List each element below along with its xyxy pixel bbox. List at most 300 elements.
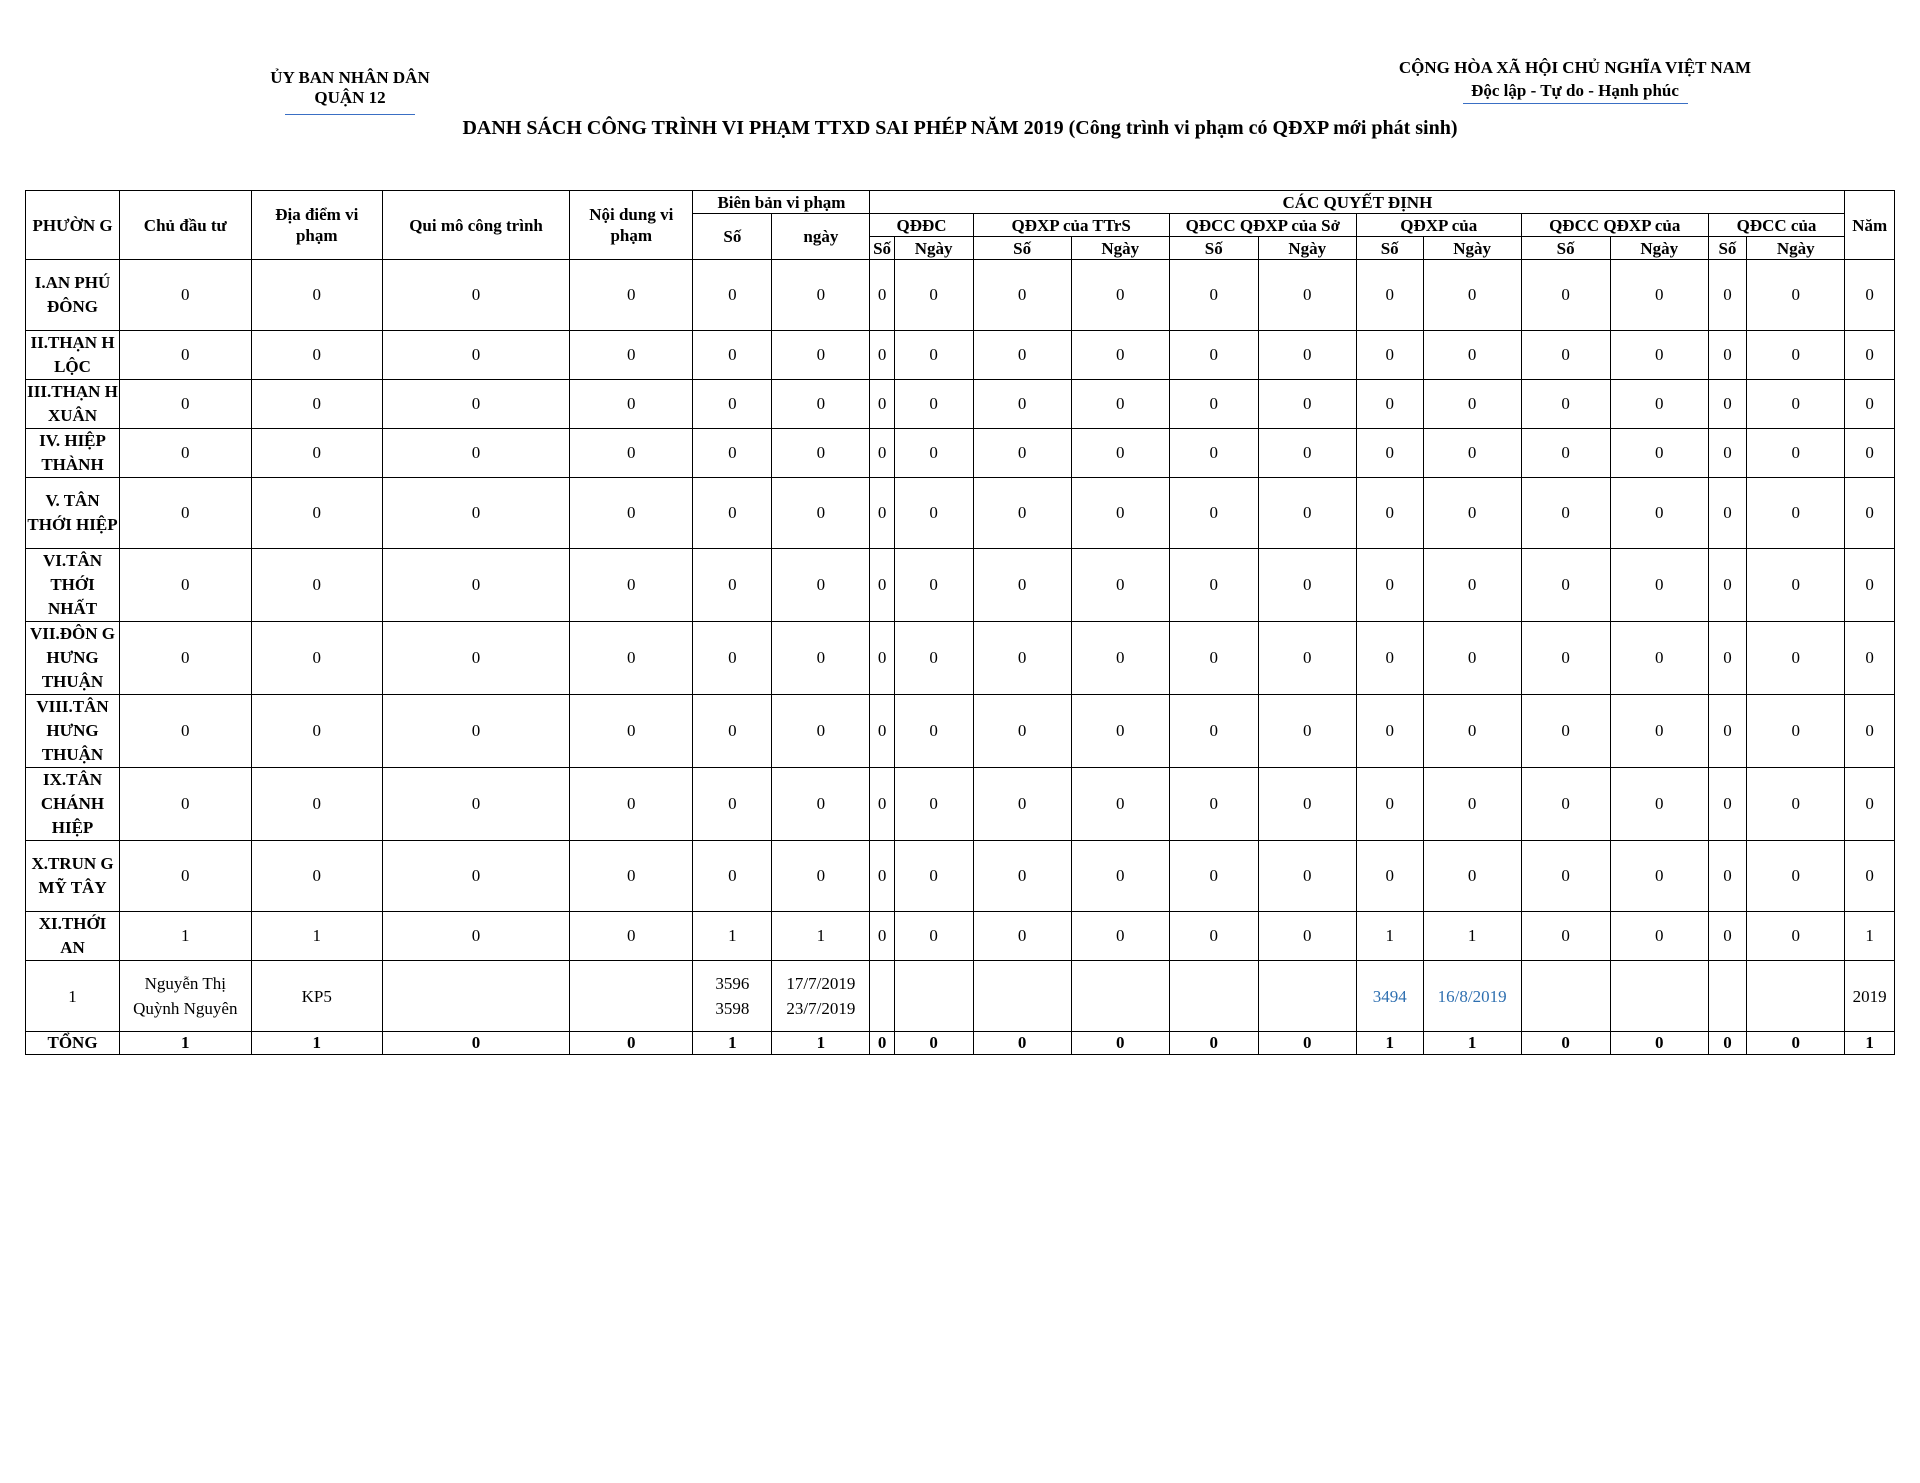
qdxp-so-link[interactable]: 3494 [1356,961,1423,1032]
total-cell: 0 [1610,1032,1708,1055]
ward-cell: 0 [772,478,870,549]
ward-row [26,549,1895,622]
ward-cell: 0 [1845,841,1895,912]
detail-bien-ban-ngay [772,961,870,1032]
ward-cell: 0 [1356,260,1423,331]
ward-row [26,695,1895,768]
ward-cell: 0 [570,622,693,695]
ward-cell: 0 [1610,912,1708,961]
ward-cell: 0 [1521,331,1610,380]
ward-cell: 0 [1708,331,1746,380]
ward-cell: 0 [870,380,894,429]
total-cell: 0 [1258,1032,1356,1055]
ward-cell: 0 [1356,695,1423,768]
ward-cell: 0 [1521,912,1610,961]
total-cell: 1 [1356,1032,1423,1055]
ward-cell: 0 [973,260,1071,331]
detail-empty-cell [1708,961,1746,1032]
detail-empty-cell [870,961,894,1032]
ward-cell: 0 [1169,841,1258,912]
ward-cell: 0 [120,260,251,331]
ward-cell: 0 [570,768,693,841]
ward-cell: 0 [251,380,382,429]
ward-cell: 0 [382,429,569,478]
total-cell: 1 [120,1032,251,1055]
ward-cell: 0 [1747,478,1845,549]
ward-cell: 0 [1356,768,1423,841]
ward-cell: 0 [1356,331,1423,380]
ward-cell: 1 [120,912,251,961]
ward-cell: 0 [894,260,973,331]
ward-cell: 0 [1708,380,1746,429]
ward-cell: 0 [251,478,382,549]
ward-cell: 0 [1071,380,1169,429]
total-cell: 0 [894,1032,973,1055]
ward-cell: 0 [1747,380,1845,429]
ward-cell: 0 [570,380,693,429]
sub-ngay: Ngày [1423,237,1521,260]
bien-ban-ngay-1: 17/7/2019 [786,974,856,993]
violation-table [25,190,1895,1055]
ward-name: IV. HIỆP THÀNH [26,429,120,478]
ward-cell: 0 [693,768,772,841]
ward-cell: 0 [1521,622,1610,695]
ward-cell: 0 [772,841,870,912]
ward-name: II.THẠN H LỘC [26,331,120,380]
ward-cell: 1 [1356,912,1423,961]
ward-cell: 0 [251,622,382,695]
ward-cell: 0 [693,622,772,695]
ward-cell: 0 [693,841,772,912]
detail-empty-cell [1258,961,1356,1032]
total-cell: 1 [772,1032,870,1055]
total-cell: 0 [570,1032,693,1055]
col-cac-quyet-dinh: CÁC QUYẾT ĐỊNH [870,191,1845,214]
ward-cell: 0 [1071,478,1169,549]
col-phuong: PHƯỜN G [26,191,120,260]
detail-bien-ban-so [693,961,772,1032]
ward-cell: 0 [382,768,569,841]
ward-cell: 0 [1169,380,1258,429]
national-header [1350,56,1800,104]
ward-cell: 1 [1845,912,1895,961]
ward-cell: 0 [382,622,569,695]
ward-cell: 0 [1423,478,1521,549]
ward-cell: 0 [1423,331,1521,380]
ward-cell: 0 [1845,331,1895,380]
ward-cell: 0 [1356,380,1423,429]
ward-cell: 0 [570,912,693,961]
ward-cell: 0 [1169,260,1258,331]
ward-row [26,768,1895,841]
ward-cell: 0 [1845,549,1895,622]
ward-cell: 0 [973,549,1071,622]
document-title: DANH SÁCH CÔNG TRÌNH VI PHẠM TTXD SAI PHÉP NĂM 2019 (Công trình vi phạm có QĐXP mới phát sinh) [462,117,1458,139]
ward-cell: 0 [1356,622,1423,695]
ward-cell: 0 [1258,331,1356,380]
ward-cell: 0 [570,260,693,331]
ward-cell: 0 [120,695,251,768]
ward-cell: 0 [1521,380,1610,429]
ward-name: VIII.TÂN HƯNG THUẬN [26,695,120,768]
detail-qui-mo [382,961,569,1032]
ward-cell: 0 [1071,429,1169,478]
ward-cell: 0 [120,841,251,912]
ward-cell: 0 [1169,429,1258,478]
col-dia-diem: Địa điểm vi phạm [251,191,382,260]
ward-cell: 1 [251,912,382,961]
detail-stt: 1 [26,961,120,1032]
col-bien-ban: Biên bản vi phạm [693,191,870,214]
detail-empty-cell [973,961,1071,1032]
ward-cell: 0 [251,331,382,380]
total-cell: 0 [1708,1032,1746,1055]
ward-cell: 0 [382,478,569,549]
ward-cell: 0 [772,768,870,841]
ward-rows [26,260,1895,961]
total-cell: 0 [1169,1032,1258,1055]
issuer-name: ỦY BAN NHÂN DÂN QUẬN 12 [270,68,430,107]
ward-cell: 0 [1258,260,1356,331]
ward-cell: 0 [693,549,772,622]
sub-ngay: Ngày [1747,237,1845,260]
ward-cell: 0 [1708,622,1746,695]
ward-name: I.AN PHÚ ĐÔNG [26,260,120,331]
bien-ban-so-1: 3596 [715,974,750,993]
ward-cell: 0 [870,331,894,380]
ward-row [26,429,1895,478]
ward-cell: 0 [894,912,973,961]
ward-cell: 0 [772,549,870,622]
ward-cell: 0 [772,260,870,331]
sub-so: Số [1356,237,1423,260]
total-cell: 1 [693,1032,772,1055]
ward-cell: 0 [382,912,569,961]
detail-row [26,961,1895,1032]
ward-cell: 0 [870,841,894,912]
ward-cell: 0 [251,695,382,768]
ward-cell: 0 [1423,695,1521,768]
ward-cell: 0 [1708,768,1746,841]
ward-cell: 0 [1258,768,1356,841]
ward-row [26,478,1895,549]
ward-cell: 0 [973,478,1071,549]
ward-cell: 0 [1071,912,1169,961]
ward-cell: 0 [1708,260,1746,331]
ward-cell: 0 [1071,695,1169,768]
ward-cell: 0 [870,478,894,549]
ward-cell: 0 [382,331,569,380]
sub-so: Số [1521,237,1610,260]
col-bien-ban-so: Số [693,214,772,260]
ward-cell: 0 [570,331,693,380]
ward-cell: 0 [1423,841,1521,912]
col-noi-dung: Nội dung vi phạm [570,191,693,260]
ward-cell: 0 [1845,695,1895,768]
sub-so: Số [870,237,894,260]
ward-cell: 0 [382,841,569,912]
ward-cell: 0 [1258,841,1356,912]
ward-row [26,380,1895,429]
ward-cell: 1 [772,912,870,961]
ward-row [26,841,1895,912]
ward-cell: 0 [1169,695,1258,768]
sub-so: Số [973,237,1071,260]
ward-cell: 0 [1521,768,1610,841]
ward-cell: 0 [1845,380,1895,429]
ward-cell: 0 [1845,429,1895,478]
ward-cell: 0 [870,768,894,841]
ward-cell: 0 [1423,549,1521,622]
ward-cell: 0 [1423,429,1521,478]
ward-cell: 0 [973,429,1071,478]
col-qddc: QĐĐC [870,214,973,237]
ward-name: VI.TÂN THỚI NHẤT [26,549,120,622]
ward-cell: 0 [973,841,1071,912]
national-motto: Độc lập - Tự do - Hạnh phúc [1471,81,1679,100]
ward-cell: 0 [772,695,870,768]
ward-cell: 0 [1708,912,1746,961]
ward-cell: 0 [870,912,894,961]
col-qdcc-cua: QĐCC của [1708,214,1845,237]
ward-cell: 0 [1521,695,1610,768]
ward-cell: 0 [1708,478,1746,549]
detail-chu-dau-tu: Nguyễn Thị Quỳnh Nguyên [120,961,251,1032]
ward-cell: 0 [1610,841,1708,912]
ward-cell: 0 [1258,622,1356,695]
sub-ngay: Ngày [1258,237,1356,260]
sub-so: Số [1708,237,1746,260]
ward-cell: 0 [693,331,772,380]
ward-cell: 0 [973,622,1071,695]
qdxp-ngay-link[interactable]: 16/8/2019 [1423,961,1521,1032]
col-qui-mo: Qui mô công trình [382,191,569,260]
ward-cell: 0 [894,478,973,549]
ward-cell: 0 [1610,768,1708,841]
ward-cell: 0 [973,380,1071,429]
ward-cell: 0 [973,912,1071,961]
ward-cell: 0 [120,380,251,429]
ward-cell: 0 [120,549,251,622]
ward-cell: 0 [693,260,772,331]
ward-cell: 0 [693,695,772,768]
ward-cell: 0 [894,768,973,841]
ward-cell: 0 [570,429,693,478]
ward-cell: 0 [251,429,382,478]
ward-cell: 0 [1071,331,1169,380]
detail-dia-diem: KP5 [251,961,382,1032]
ward-cell: 0 [251,841,382,912]
ward-cell: 0 [1356,841,1423,912]
ward-cell: 0 [570,549,693,622]
ward-cell: 0 [1747,429,1845,478]
ward-cell: 0 [870,695,894,768]
ward-cell: 0 [1521,429,1610,478]
ward-cell: 0 [1169,912,1258,961]
total-cell: 0 [973,1032,1071,1055]
ward-cell: 0 [1258,380,1356,429]
ward-cell: 0 [1169,622,1258,695]
ward-cell: 0 [973,768,1071,841]
ward-cell: 0 [1356,429,1423,478]
ward-cell: 0 [1845,478,1895,549]
ward-cell: 0 [693,478,772,549]
ward-cell: 0 [1521,478,1610,549]
national-title: CỘNG HÒA XÃ HỘI CHỦ NGHĨA VIỆT NAM [1398,58,1752,77]
ward-cell: 0 [1747,331,1845,380]
ward-cell: 0 [1071,549,1169,622]
ward-cell: 0 [382,260,569,331]
motto-underline [1463,103,1688,104]
ward-cell: 0 [894,695,973,768]
ward-cell: 0 [1521,260,1610,331]
ward-cell: 0 [1071,841,1169,912]
ward-cell: 0 [251,768,382,841]
ward-cell: 0 [894,622,973,695]
col-bien-ban-ngay: ngày [772,214,870,260]
ward-name: VII.ĐÔN G HƯNG THUẬN [26,622,120,695]
ward-cell: 0 [894,549,973,622]
ward-cell: 0 [1258,912,1356,961]
ward-cell: 0 [894,331,973,380]
ward-cell: 0 [1845,622,1895,695]
ward-cell: 0 [1610,331,1708,380]
ward-cell: 0 [1521,841,1610,912]
bien-ban-so-2: 3598 [715,999,750,1018]
ward-cell: 0 [1258,429,1356,478]
ward-cell: 0 [120,331,251,380]
ward-name: IX.TÂN CHÁNH HIỆP [26,768,120,841]
ward-cell: 0 [772,380,870,429]
ward-cell: 0 [894,380,973,429]
ward-cell: 0 [1747,912,1845,961]
ward-cell: 0 [870,429,894,478]
ward-cell: 1 [1423,912,1521,961]
ward-cell: 0 [382,549,569,622]
ward-cell: 0 [1423,622,1521,695]
ward-cell: 0 [1610,478,1708,549]
ward-row [26,331,1895,380]
header-row-1 [26,191,1895,214]
ward-cell: 0 [1747,549,1845,622]
total-cell: 1 [1423,1032,1521,1055]
ward-cell: 1 [693,912,772,961]
ward-cell: 0 [870,260,894,331]
ward-cell: 0 [1708,841,1746,912]
issuer-underline [285,114,415,115]
ward-cell: 0 [1356,549,1423,622]
detail-empty-cell [1071,961,1169,1032]
detail-empty-cell [1747,961,1845,1032]
ward-cell: 0 [1747,260,1845,331]
total-cell: 1 [1845,1032,1895,1055]
detail-empty-cell [1169,961,1258,1032]
detail-empty-cell [894,961,973,1032]
detail-nam: 2019 [1845,961,1895,1032]
total-label: TỔNG [26,1032,120,1055]
ward-cell: 0 [120,478,251,549]
ward-cell: 0 [1258,549,1356,622]
ward-cell: 0 [1071,260,1169,331]
ward-cell: 0 [894,841,973,912]
total-cell: 0 [382,1032,569,1055]
ward-cell: 0 [1169,331,1258,380]
ward-cell: 0 [1708,695,1746,768]
col-qdcc-qdxp-so: QĐCC QĐXP của Sở [1169,214,1356,237]
ward-cell: 0 [1258,695,1356,768]
ward-cell: 0 [570,841,693,912]
total-row [26,1032,1895,1055]
ward-cell: 0 [1169,549,1258,622]
ward-cell: 0 [693,429,772,478]
ward-cell: 0 [870,549,894,622]
col-nam: Năm [1845,191,1895,260]
issuer-header [250,68,450,115]
sub-ngay: Ngày [1610,237,1708,260]
ward-cell: 0 [1747,768,1845,841]
ward-cell: 0 [1071,768,1169,841]
ward-cell: 0 [1071,622,1169,695]
ward-cell: 0 [1423,380,1521,429]
sub-ngay: Ngày [1071,237,1169,260]
total-cell: 0 [870,1032,894,1055]
ward-cell: 0 [772,429,870,478]
ward-cell: 0 [894,429,973,478]
ward-cell: 0 [1610,429,1708,478]
ward-cell: 0 [973,331,1071,380]
ward-name: XI.THỚI AN [26,912,120,961]
total-cell: 0 [1071,1032,1169,1055]
ward-cell: 0 [1356,478,1423,549]
total-cell: 0 [1747,1032,1845,1055]
ward-cell: 0 [1169,478,1258,549]
col-chu-dau-tu: Chủ đầu tư [120,191,251,260]
ward-row [26,622,1895,695]
ward-cell: 0 [1845,768,1895,841]
ward-cell: 0 [1521,549,1610,622]
detail-empty-cell [1521,961,1610,1032]
ward-cell: 0 [1423,260,1521,331]
total-cell: 0 [1521,1032,1610,1055]
bien-ban-ngay-2: 23/7/2019 [786,999,856,1018]
ward-cell: 0 [120,768,251,841]
ward-row [26,912,1895,961]
ward-name: III.THẠN H XUÂN [26,380,120,429]
ward-cell: 0 [382,380,569,429]
ward-cell: 0 [870,622,894,695]
ward-cell: 0 [1845,260,1895,331]
ward-cell: 0 [973,695,1071,768]
ward-cell: 0 [1747,622,1845,695]
ward-cell: 0 [693,380,772,429]
ward-cell: 0 [1708,429,1746,478]
ward-cell: 0 [1610,622,1708,695]
ward-cell: 0 [1169,768,1258,841]
detail-noi-dung [570,961,693,1032]
ward-cell: 0 [382,695,569,768]
ward-row [26,260,1895,331]
ward-cell: 0 [570,695,693,768]
ward-cell: 0 [251,260,382,331]
ward-cell: 0 [251,549,382,622]
ward-cell: 0 [1258,478,1356,549]
ward-cell: 0 [120,429,251,478]
ward-cell: 0 [570,478,693,549]
ward-cell: 0 [1610,260,1708,331]
ward-cell: 0 [120,622,251,695]
col-qdxp-cua: QĐXP của [1356,214,1521,237]
col-qdxp-ttrs: QĐXP của TTrS [973,214,1169,237]
